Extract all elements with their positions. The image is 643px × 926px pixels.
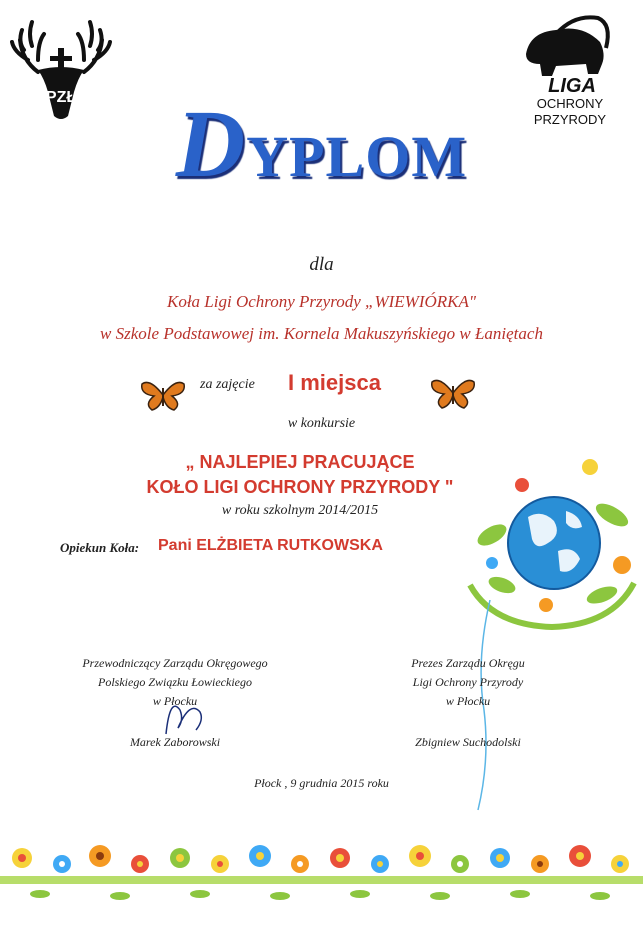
place-date: Płock , 9 grudnia 2015 roku [254,776,389,790]
right-sig-line-2: Ligi Ochrony Przyrody [412,675,524,689]
place-text: I miejsca [288,370,381,395]
contest-line-1: „ NAJLEPIEJ PRACUJĄCE [185,452,415,472]
right-sig-line-1: Prezes Zarządu Okręgu [411,656,525,670]
guardian-label: Opiekun Koła: [60,540,140,555]
left-sig-line-1: Przewodniczący Zarządu Okręgowego [82,656,268,670]
guardian-name: Pani ELŻBIETA RUTKOWSKA [158,537,383,554]
title-rest: YPLOM [246,124,468,189]
left-sig-line-3: w Płocku [152,694,198,708]
left-sig-name: Marek Zaborowski [129,735,221,749]
right-signature-block [368,654,568,752]
recipient-line-1: Koła Ligi Ochrony Przyrody „WIEWIÓRKA" [166,292,476,311]
left-sig-line-2: Polskiego Związku Łowieckiego [98,675,252,689]
school-year-line: w roku szkolnym 2014/2015 [221,503,379,518]
butterfly-left-icon [140,378,186,416]
for-label: za zajęcie [200,377,255,392]
right-sig-line-3: w Płocku [445,694,491,708]
butterfly-right-icon [430,376,476,414]
contest-line-2: KOŁO LIGI OCHRONY PRZYRODY " [146,477,454,497]
pzl-logo-text: PZŁ [45,89,77,106]
left-handwritten-signature [160,690,210,744]
right-sig-name: Zbigniew Suchodolski [415,735,521,749]
recipient-line-2: w Szkole Podstawowej im. Kornela Makuszyńskiego w Łaniętach [100,324,543,343]
dla-label: dla [309,254,334,275]
contest-label: w konkursie [287,416,356,431]
flower-border [0,842,643,922]
przyrody-logo-text: PRZYRODY [533,112,607,127]
liga-logo-text: LIGA [548,75,596,97]
diploma-title [0,88,643,199]
title-first-letter: D [175,90,247,197]
ochrony-logo-text: OCHRONY [536,96,604,111]
